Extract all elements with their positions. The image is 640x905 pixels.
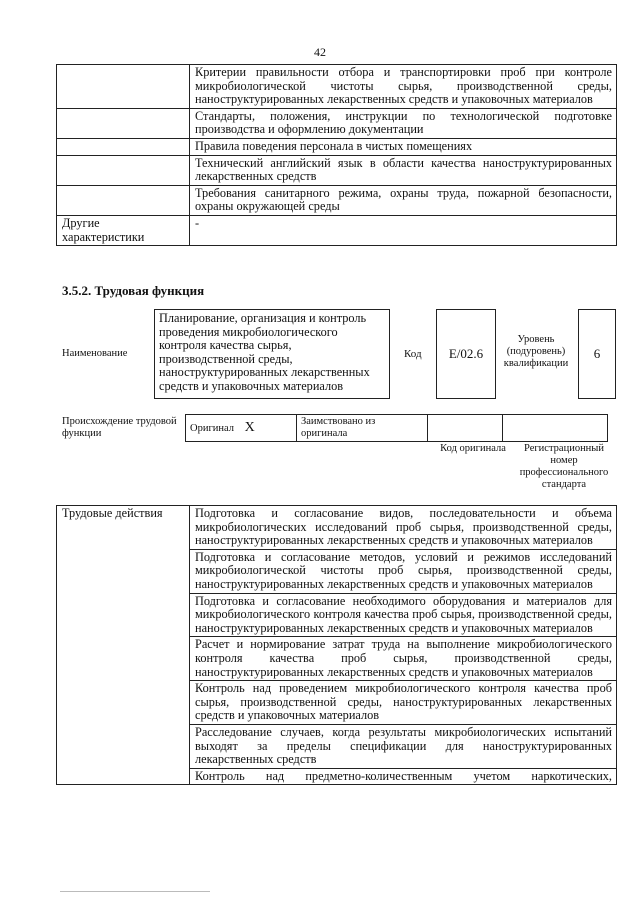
code-original-cell — [428, 415, 503, 442]
table-cell-left — [57, 155, 190, 185]
table-cell-text: Требования санитарного режима, охраны труда, пожарной безопасности, охраны окружающей среды — [190, 185, 617, 215]
name-label: Наименование — [62, 348, 128, 359]
other-characteristics-value: - — [190, 215, 617, 245]
code-label: Код — [404, 348, 422, 360]
labor-action-item: Подготовка и согласование видов, последовательности и объема микробиологических исследований проб сырья, производственной среды, наноструктурированных лекарственных средств и упаковочных материалов — [190, 506, 617, 550]
labor-actions-label: Трудовые действия — [57, 506, 190, 785]
table-row — [57, 138, 617, 155]
function-name-value: Планирование, организация и контроль проведения микробиологического контроля качества сырья, производственной среды, наноструктурированных лекарственных средств и упаковочных материалов — [154, 309, 390, 399]
reg-number-cell — [503, 415, 608, 442]
table-cell-text: Стандарты, положения, инструкции по технологической подготовке производства и оформлению документации — [190, 108, 617, 138]
table-row — [186, 415, 608, 442]
labor-action-item: Контроль над предметно-количественным учетом наркотических, — [190, 768, 617, 785]
origin-table — [185, 414, 608, 442]
table-row — [57, 506, 617, 550]
original-cell — [186, 415, 297, 442]
code-original-label: Код оригинала — [440, 443, 506, 454]
table-cell-left — [57, 108, 190, 138]
original-label: Оригинал — [190, 422, 234, 434]
labor-actions-table — [56, 505, 617, 785]
labor-action-item: Подготовка и согласование необходимого оборудования и материалов для микробиологического контроля качества проб сырья, производственной среды, наноструктурированных лекарственных средств и упаковочных материалов — [190, 593, 617, 637]
labor-action-item: Контроль над проведением микробиологического контроля качества проб сырья, производственной среды, наноструктурированных лекарственных средств и упаковочных материалов — [190, 681, 617, 725]
labor-action-item: Подготовка и согласование методов, условий и режимов исследований микробиологической чистоты проб сырья, производственной среды, наноструктурированных лекарственных средств и упаковочных материалов — [190, 549, 617, 593]
table-row — [57, 65, 617, 109]
table-row-other — [57, 215, 617, 245]
scan-edge-line — [60, 891, 210, 892]
borrowed-label: Заимствовано из оригинала — [297, 415, 428, 442]
table-row — [57, 155, 617, 185]
code-value: E/02.6 — [436, 309, 496, 399]
qualification-level-label: Уровень (подуровень) квалификации — [503, 334, 569, 369]
knowledge-table — [56, 64, 617, 246]
table-cell-text: Технический английский язык в области качества наноструктурированных лекарственных средств — [190, 155, 617, 185]
other-characteristics-label: Другие характеристики — [57, 215, 190, 245]
origin-label: Происхождение трудовой функции — [62, 416, 177, 439]
page-number: 42 — [314, 45, 326, 59]
labor-action-item: Расследование случаев, когда результаты микробиологических испытаний выходят за пределы спецификации для наноструктурированных лекарственных средств — [190, 724, 617, 768]
reg-number-label: Регистрационный номер профессионального стандарта — [519, 443, 609, 490]
table-cell-text: Критерии правильности отбора и транспортировки проб при контроле микробиологической чистоты сырья, производственной среды, наноструктурированных лекарственных средств и упаковочных материалов — [190, 65, 617, 109]
table-row — [57, 108, 617, 138]
table-cell-text: Правила поведения персонала в чистых помещениях — [190, 138, 617, 155]
section-heading: 3.5.2. Трудовая функция — [62, 283, 205, 298]
table-row — [57, 185, 617, 215]
original-mark: X — [244, 419, 255, 435]
table-cell-left — [57, 138, 190, 155]
qualification-level-value: 6 — [578, 309, 616, 399]
labor-action-item: Расчет и нормирование затрат труда на выполнение микробиологического контроля качества проб сырья, производственной среды, наноструктурированных лекарственных средств и упаковочных материалов — [190, 637, 617, 681]
table-cell-left — [57, 185, 190, 215]
table-cell-left — [57, 65, 190, 109]
